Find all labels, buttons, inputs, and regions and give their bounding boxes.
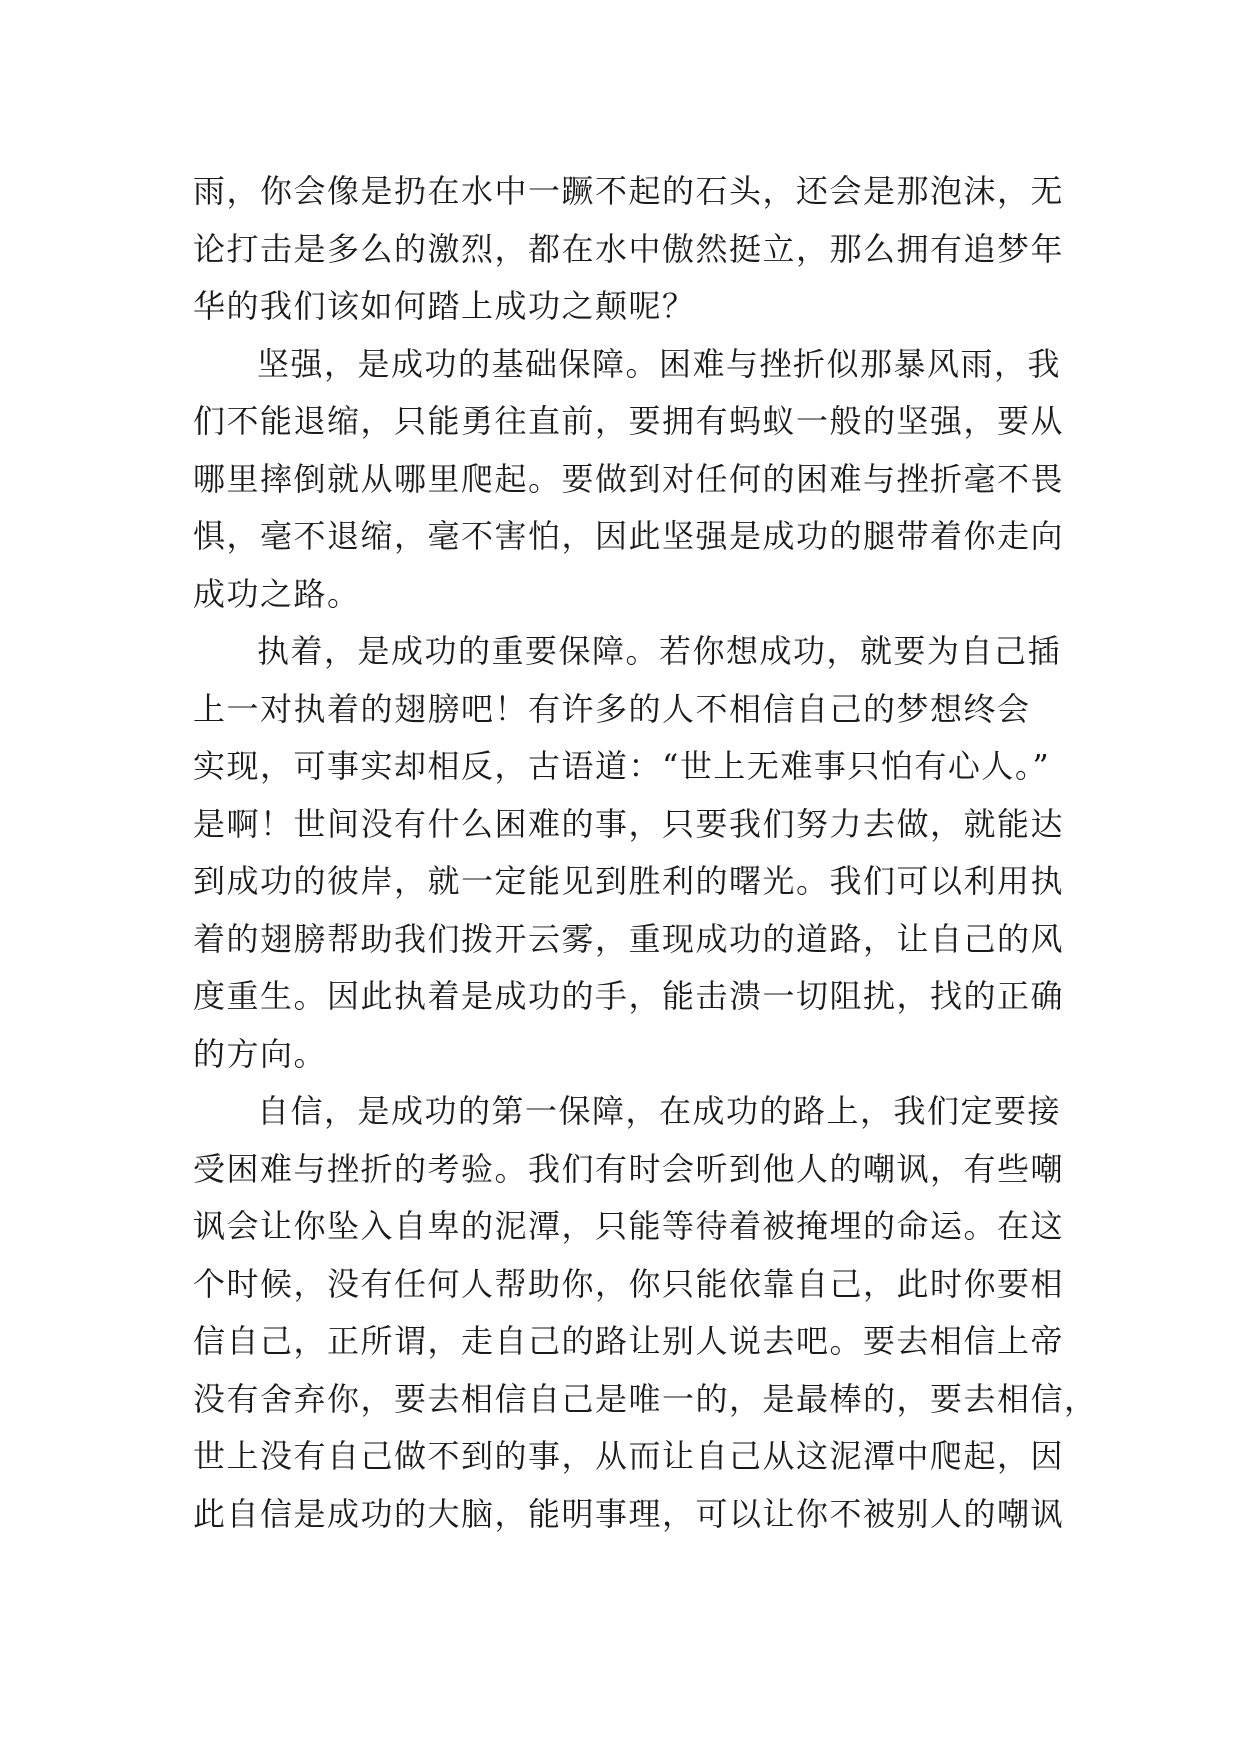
text-line: 是啊！世间没有什么困难的事，只要我们努力去做，就能达 (193, 804, 1065, 843)
text-line: 讽会让你坠入自卑的泥潭，只能等待着被掩埋的命运。在这 (193, 1207, 1065, 1245)
text-line: 着的翅膀帮助我们拨开云雾，重现成功的道路，让自己的风 (193, 919, 1065, 958)
text-line: 此自信是成功的大脑，能明事理，可以让你不被别人的嘲讽 (193, 1494, 1065, 1533)
text-line: 信自己，正所谓，走自己的路让别人说去吧。要去相信上帝 (193, 1322, 1065, 1360)
text-line: 惧，毫不退缩，毫不害怕，因此坚强是成功的腿带着你走向 (193, 517, 1065, 555)
text-line: 的方向。 (193, 1034, 328, 1073)
text-line: 到成功的彼岸，就一定能见到胜利的曙光。我们可以利用执 (193, 862, 1065, 900)
text-line: 受困难与挫折的考验。我们有时会听到他人的嘲讽，有些嘲 (193, 1149, 1065, 1188)
text-line: 实现，可事实却相反，古语道：“世上无难事只怕有心人。” (193, 747, 1051, 785)
text-line: 们不能退缩，只能勇往直前，要拥有蚂蚁一般的坚强，要从 (193, 402, 1065, 440)
text-line: 世上没有自己做不到的事，从而让自己从这泥潭中爬起，因 (193, 1437, 1065, 1475)
paragraph-first-line: 执着，是成功的重要保障。若你想成功，就要为自己插 (257, 632, 1062, 670)
text-line: 个时候，没有任何人帮助你，你只能依靠自己，此时你要相 (193, 1264, 1065, 1303)
text-line: 雨，你会像是扔在水中一蹶不起的石头，还会是那泡沫，无 (193, 172, 1065, 210)
text-line: 哪里摔倒就从哪里爬起。要做到对任何的困难与挫折毫不畏 (193, 459, 1065, 498)
text-line: 度重生。因此执着是成功的手，能击溃一切阻扰，找的正确 (193, 977, 1065, 1015)
text-line: 上一对执着的翅膀吧！有许多的人不相信自己的梦想终会 (193, 689, 1031, 728)
paragraph-first-line: 坚强，是成功的基础保障。困难与挫折似那暴风雨，我 (257, 344, 1062, 383)
text-line: 成功之路。 (193, 574, 361, 613)
paragraph-first-line: 自信，是成功的第一保障，在成功的路上，我们定要接 (257, 1092, 1062, 1130)
text-line: 华的我们该如何踏上成功之颠呢？ (193, 287, 696, 325)
body-text (193, 163, 1098, 1543)
text-line: 论打击是多么的激烈，都在水中傲然挺立，那么拥有追梦年 (193, 229, 1065, 268)
text-line: 没有舍弃你，要去相信自己是唯一的，是最棒的，要去相信， (193, 1379, 1098, 1418)
